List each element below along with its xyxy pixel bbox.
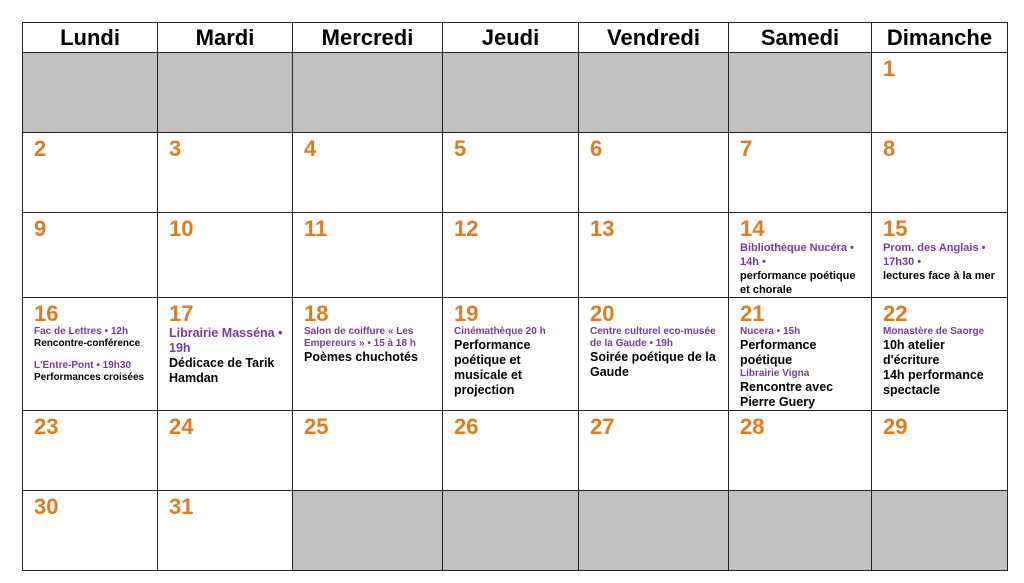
day-number: 3: [169, 136, 182, 161]
empty-day-cell: [579, 53, 729, 133]
event-description: Performances croisées: [34, 372, 145, 383]
weekday-header: Samedi: [729, 23, 872, 53]
event-description: Poèmes chuchotés: [304, 350, 418, 364]
day-cell[interactable]: [23, 213, 158, 298]
day-cell[interactable]: [443, 133, 579, 213]
event-description: lectures face à la mer: [883, 270, 995, 282]
day-cell[interactable]: [158, 298, 293, 411]
event-venue: Librairie Vigna: [740, 368, 810, 379]
day-number: 7: [740, 136, 753, 161]
empty-day-cell: [293, 491, 443, 571]
weekday-header: Mercredi: [293, 23, 443, 53]
day-cell[interactable]: [579, 298, 729, 411]
weekday-header: Lundi: [23, 23, 158, 53]
day-number: 19: [454, 301, 479, 326]
event-description: Dédicace de Tarik Hamdan: [169, 356, 275, 385]
day-number: 6: [590, 136, 603, 161]
weekday-header: Dimanche: [872, 23, 1008, 53]
day-number: 8: [883, 136, 896, 161]
day-number: 20: [590, 301, 615, 326]
day-number: 14: [740, 216, 765, 241]
event-description: 14h performance spectacle: [883, 368, 984, 397]
day-cell[interactable]: [443, 411, 579, 491]
event-venue: Librairie Masséna • 19h: [169, 326, 283, 355]
week-row: [23, 298, 1008, 411]
day-number: 5: [454, 136, 467, 161]
event-venue: Centre culturel eco-musée de la Gaude • 19h: [590, 326, 716, 349]
day-cell[interactable]: [293, 213, 443, 298]
event-description: Performance poétique et musicale et projection: [454, 338, 531, 397]
empty-day-cell: [23, 53, 158, 133]
week-row: [23, 213, 1008, 298]
day-cell[interactable]: [579, 213, 729, 298]
week-row: [23, 411, 1008, 491]
day-number: 26: [454, 414, 479, 439]
day-number: 9: [34, 216, 47, 241]
day-cell[interactable]: [872, 411, 1008, 491]
day-number: 12: [454, 216, 479, 241]
day-cell[interactable]: [729, 298, 872, 411]
day-number: 11: [304, 216, 328, 241]
day-number: 27: [590, 414, 615, 439]
day-cell[interactable]: [23, 133, 158, 213]
day-cell[interactable]: [23, 298, 158, 411]
event-venue: Monastère de Saorge: [883, 326, 985, 337]
day-cell[interactable]: [158, 213, 293, 298]
weekday-header: Jeudi: [443, 23, 579, 53]
event-venue: Fac de Lettres • 12h: [34, 326, 129, 337]
day-cell[interactable]: [443, 298, 579, 411]
event-venue: Cinémathèque 20 h: [454, 326, 546, 337]
day-cell[interactable]: [579, 133, 729, 213]
day-number: 16: [34, 301, 59, 326]
day-number: 23: [34, 414, 59, 439]
day-cell[interactable]: [872, 133, 1008, 213]
day-number: 24: [169, 414, 194, 439]
event-description: performance poétique et chorale: [740, 270, 856, 296]
day-cell[interactable]: [443, 213, 579, 298]
day-cell[interactable]: [293, 133, 443, 213]
day-cell[interactable]: [293, 411, 443, 491]
empty-day-cell: [729, 53, 872, 133]
day-cell[interactable]: [158, 411, 293, 491]
empty-day-cell: [293, 53, 443, 133]
day-number: 21: [740, 301, 765, 326]
day-cell[interactable]: [23, 411, 158, 491]
day-cell[interactable]: [729, 411, 872, 491]
day-number: 15: [883, 216, 908, 241]
event-venue: Nucera • 15h: [740, 326, 801, 337]
event-venue: Salon de coiffure « Les Empereurs » • 15 à 18 h: [304, 326, 416, 349]
calendar-grid: [22, 22, 1008, 571]
weekday-header-row: [23, 23, 1008, 53]
empty-day-cell: [579, 491, 729, 571]
day-number: 13: [590, 216, 615, 241]
day-number: 10: [169, 216, 194, 241]
event-description: Performance poétique: [740, 338, 817, 367]
event-venue: L'Entre-Pont • 19h30: [34, 360, 132, 371]
week-row: [23, 53, 1008, 133]
day-number: 29: [883, 414, 908, 439]
day-number: 25: [304, 414, 329, 439]
day-number: 4: [304, 136, 317, 161]
day-cell[interactable]: [872, 53, 1008, 133]
day-number: 2: [34, 136, 47, 161]
spacer: [23, 350, 157, 360]
weekday-header: Vendredi: [579, 23, 729, 53]
day-cell[interactable]: [23, 491, 158, 571]
week-row: [23, 133, 1008, 213]
day-number: 30: [34, 494, 59, 519]
day-cell[interactable]: [158, 491, 293, 571]
day-cell[interactable]: [872, 213, 1008, 298]
day-cell[interactable]: [293, 298, 443, 411]
event-description: Soirée poétique de la Gaude: [590, 350, 716, 379]
day-cell[interactable]: [872, 298, 1008, 411]
empty-day-cell: [729, 491, 872, 571]
day-cell[interactable]: [579, 411, 729, 491]
event-description: Rencontre avec Pierre Guery: [740, 380, 834, 409]
empty-day-cell: [158, 53, 293, 133]
day-number: 18: [304, 301, 329, 326]
weekday-header: Mardi: [158, 23, 293, 53]
day-number: 31: [169, 494, 194, 519]
day-number: 22: [883, 301, 908, 326]
event-venue: Bibliothèque Nucéra • 14h •: [740, 242, 854, 268]
day-cell[interactable]: [729, 133, 872, 213]
empty-day-cell: [872, 491, 1008, 571]
day-number: 28: [740, 414, 765, 439]
day-number: 1: [883, 56, 896, 81]
day-cell[interactable]: [729, 213, 872, 298]
event-venue: Prom. des Anglais • 17h30 •: [883, 242, 986, 268]
empty-day-cell: [443, 53, 579, 133]
event-description: 10h atelier d'écriture: [883, 338, 945, 367]
day-number: 17: [169, 301, 194, 326]
event-description: Rencontre-conférence: [34, 338, 141, 349]
week-row: [23, 491, 1008, 571]
empty-day-cell: [443, 491, 579, 571]
day-cell[interactable]: [158, 133, 293, 213]
